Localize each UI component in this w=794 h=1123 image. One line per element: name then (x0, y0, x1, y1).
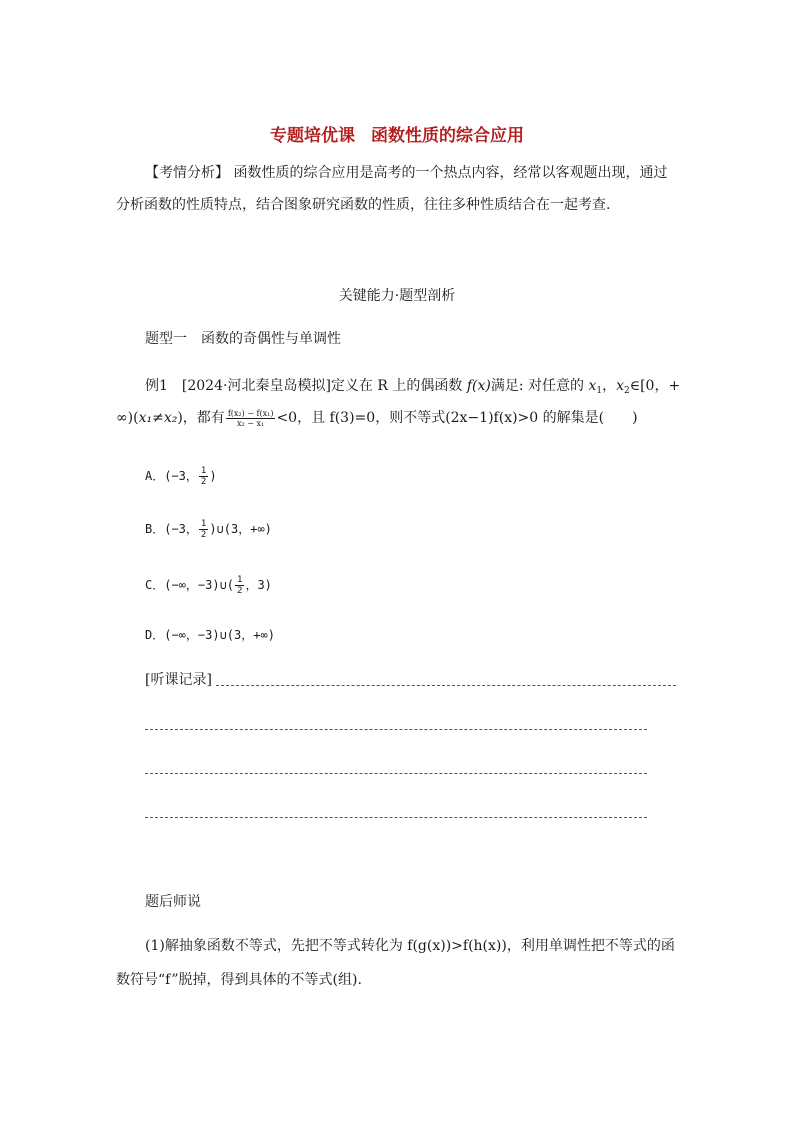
notes-label: [听课记录] (145, 672, 212, 688)
title-part2: 函数性质的综合应用 (371, 126, 524, 146)
option-a[interactable]: A．(−3， $\frac{1}{2}$ ) (145, 466, 217, 487)
half-fraction: $\frac{1}{2}$ (237, 575, 243, 596)
difference-quotient-fraction: $\frac{\text{f(x₂) − f(x₁)}}{\text{x₂ − x₁}}$ (227, 408, 274, 428)
topic-heading: 题型一 函数的奇偶性与单调性 (145, 331, 341, 347)
option-b[interactable]: B．(−3， $\frac{1}{2}$ )∪(3，+∞) (145, 519, 272, 540)
section-heading: 关键能力·题型剖析 (338, 288, 456, 304)
notes-line-4[interactable] (145, 817, 647, 818)
tips-heading: 题后师说 (145, 894, 201, 910)
example-line2: ∞)(x₁≠x₂)，都有 $\frac{\text{f(x₂) − f(x₁)}}{\text{x₂ − x₁}}$ <0，且 f(3)=0，则不等式(2x−1)f(x)>0 的解集是( ) (116, 408, 638, 428)
half-fraction: $\frac{1}{2}$ (200, 466, 207, 487)
title-part1: 专题培优课 (270, 126, 355, 146)
analysis-line1: 【考情分析】 函数性质的综合应用是高考的一个热点内容，经常以客观题出现，通过 (145, 165, 668, 181)
option-c[interactable]: C．(−∞，−3)∪( $\frac{1}{2}$ ，3) (145, 575, 272, 596)
option-d[interactable]: D．(−∞，−3)∪(3，+∞) (145, 628, 275, 642)
example-line1: 例1 [2024·河北秦皇岛模拟]定义在 R 上的偶函数 f(x)满足: 对任意的 $x_1$，$x_2\in[0$，+ (145, 378, 681, 396)
tip1-line2: 数符号“f”脱掉，得到具体的不等式(组). (116, 972, 362, 988)
half-fraction: $\frac{1}{2}$ (200, 519, 207, 540)
notes-line-3[interactable] (145, 773, 647, 774)
analysis-line2: 分析函数的性质特点，结合图象研究函数的性质，往往多种性质结合在一起考查. (116, 197, 611, 213)
analysis-label: 【考情分析】 (145, 165, 229, 181)
notes-line-2[interactable] (145, 729, 647, 730)
tip1-line1: (1)解抽象函数不等式，先把不等式转化为 f(g(x))>f(h(x))，利用单调性把不等式的函 (145, 938, 675, 954)
notes-line-1[interactable] (216, 685, 676, 686)
page-title (0, 121, 794, 146)
